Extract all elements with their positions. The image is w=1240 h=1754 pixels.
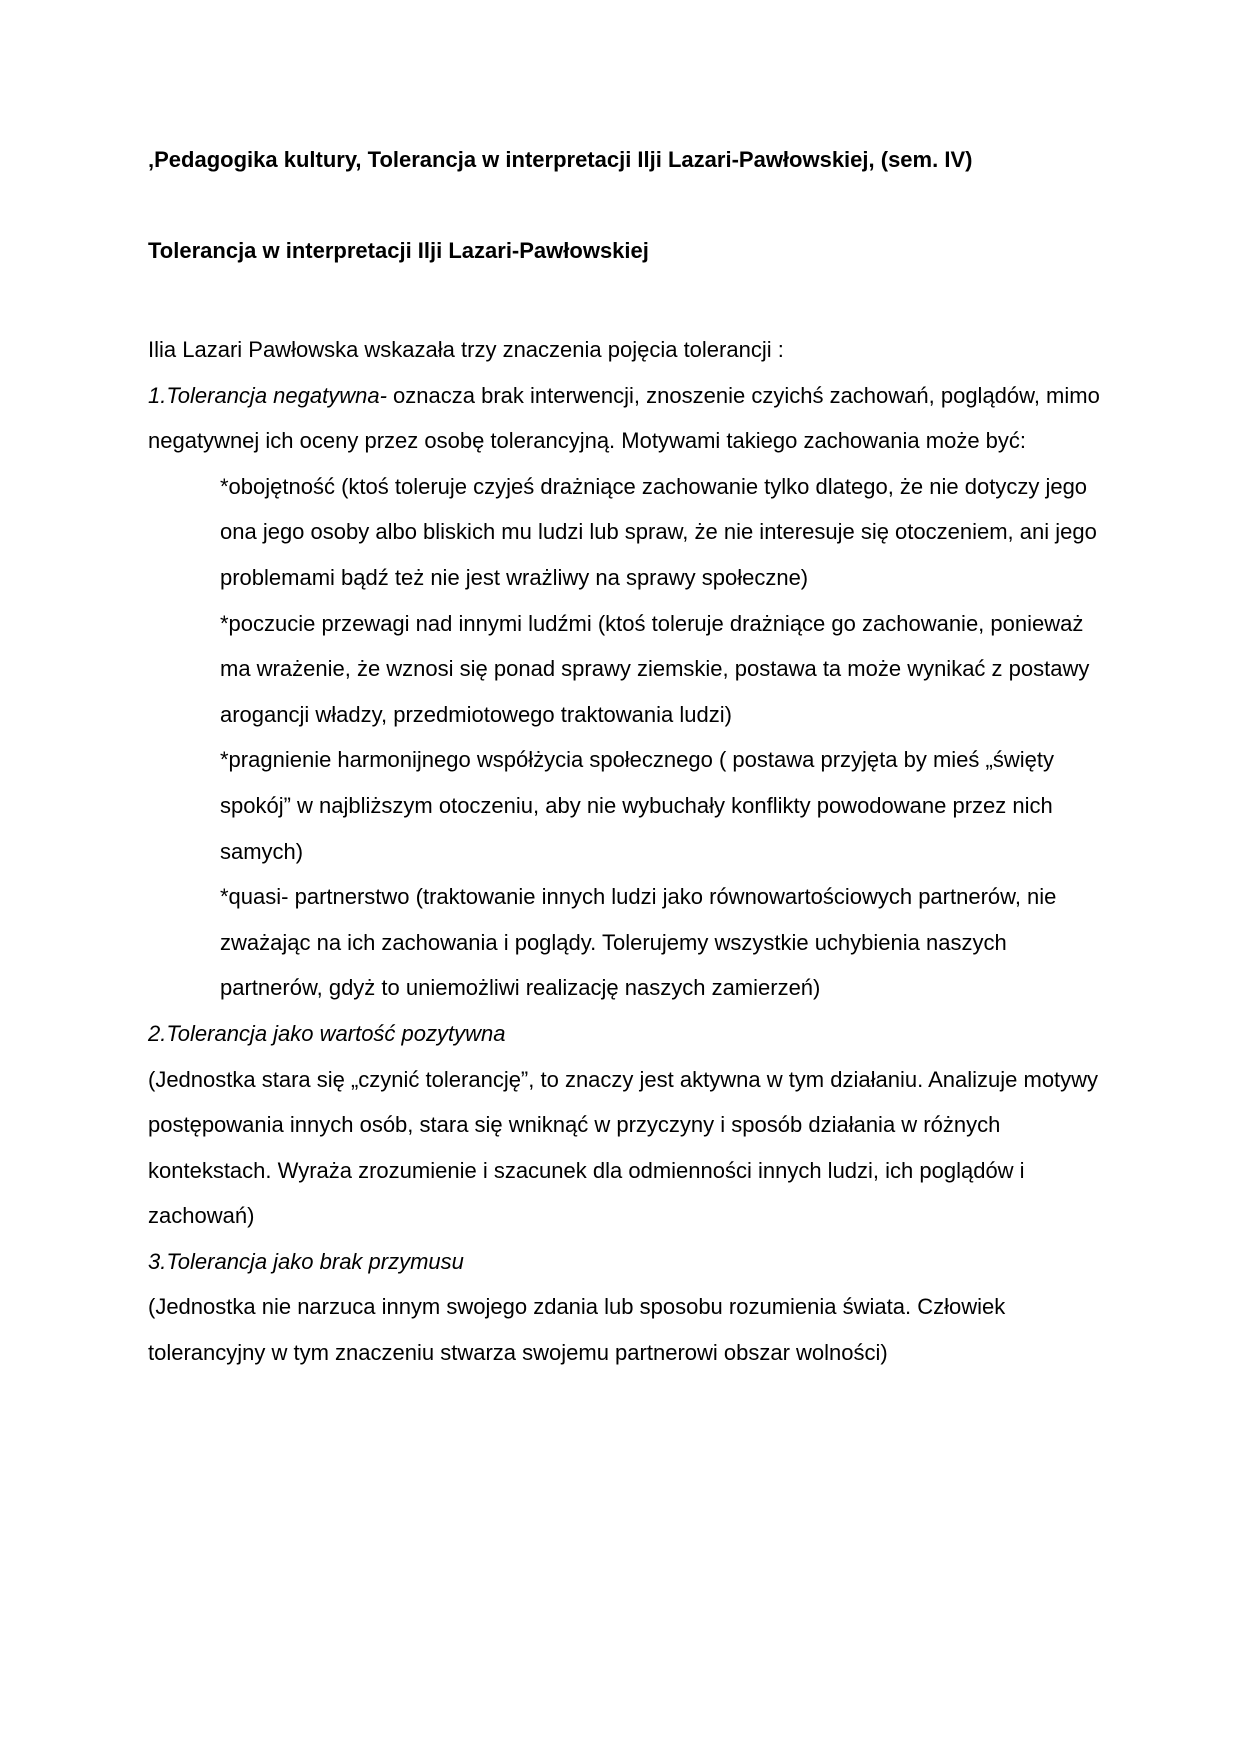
list-item: *obojętność (ktoś toleruje czyjeś drażniące zachowanie tylko dlatego, że nie dotyczy jego ona jego osoby albo bliskich mu ludzi lub spraw, że nie interesuje się otoczeniem, ani jego problemami bądź też nie jest wrażliwy na sprawy społeczne) (220, 473, 1097, 590)
section-1-list (148, 464, 1110, 1011)
section-1-heading: Tolerancja negatywna- (166, 382, 387, 408)
document-header: ‚Pedagogika kultury, Tolerancja w interpretacji Ilji Lazari-Pawłowskiej, (sem. IV) (148, 147, 973, 172)
document-title: Tolerancja w interpretacji Ilji Lazari-Pawłowskiej (148, 238, 649, 263)
list-item: *quasi- partnerstwo (traktowanie innych ludzi jako równowartościowych partnerów, nie zważając na ich zachowania i poglądy. Tolerujemy wszystkie uchybienia naszych partnerów, gdyż to uniemożliwi realizację naszych zamierzeń) (220, 884, 1057, 1001)
intro-paragraph: Ilia Lazari Pawłowska wskazała trzy znaczenia pojęcia tolerancji : (148, 337, 784, 362)
list-item: *pragnienie harmonijnego współżycia społecznego ( postawa przyjęta by mieś „święty spokój” w najbliższym otoczeniu, aby nie wybuchały konflikty powodowane przez nich samych) (220, 747, 1054, 864)
section-1 (148, 373, 1110, 464)
section-3-number: 3. (148, 1248, 167, 1274)
section-3-heading-line (148, 1239, 1110, 1285)
section-1-text: oznacza brak interwencji, znoszenie czyichś zachowań, poglądów, mimo negatywnej ich oceny przez osobę tolerancyjną. Motywami takiego zachowania może być: (148, 382, 1100, 454)
section-2-heading-line (148, 1011, 1110, 1057)
section-2-number: 2. (148, 1020, 167, 1046)
document-body (148, 327, 1110, 1376)
list-item: *poczucie przewagi nad innymi ludźmi (ktoś toleruje drażniące go zachowanie, ponieważ ma wrażenie, że wznosi się ponad sprawy ziemskie, postawa ta może wynikać z postawy arogancji władzy, przedmiotowego traktowania ludzi) (220, 610, 1090, 727)
section-2-heading: Tolerancja jako wartość pozytywna (166, 1020, 506, 1046)
section-1-number: 1. (148, 382, 167, 408)
section-3-heading: Tolerancja jako brak przymusu (166, 1248, 464, 1274)
section-3-text: (Jednostka nie narzuca innym swojego zdania lub sposobu rozumienia świata. Człowiek tolerancyjny w tym znaczeniu stwarza swojemu partnerowi obszar wolności) (148, 1294, 1006, 1366)
section-2-text: (Jednostka stara się „czynić tolerancję”, to znaczy jest aktywna w tym działaniu. Analizuje motywy postępowania innych osób, stara się wniknąć w przyczyny i sposób działania w różnych kontekstach. Wyraża zrozumienie i szacunek dla odmienności innych ludzi, ich poglądów i zachowań) (148, 1066, 1099, 1229)
